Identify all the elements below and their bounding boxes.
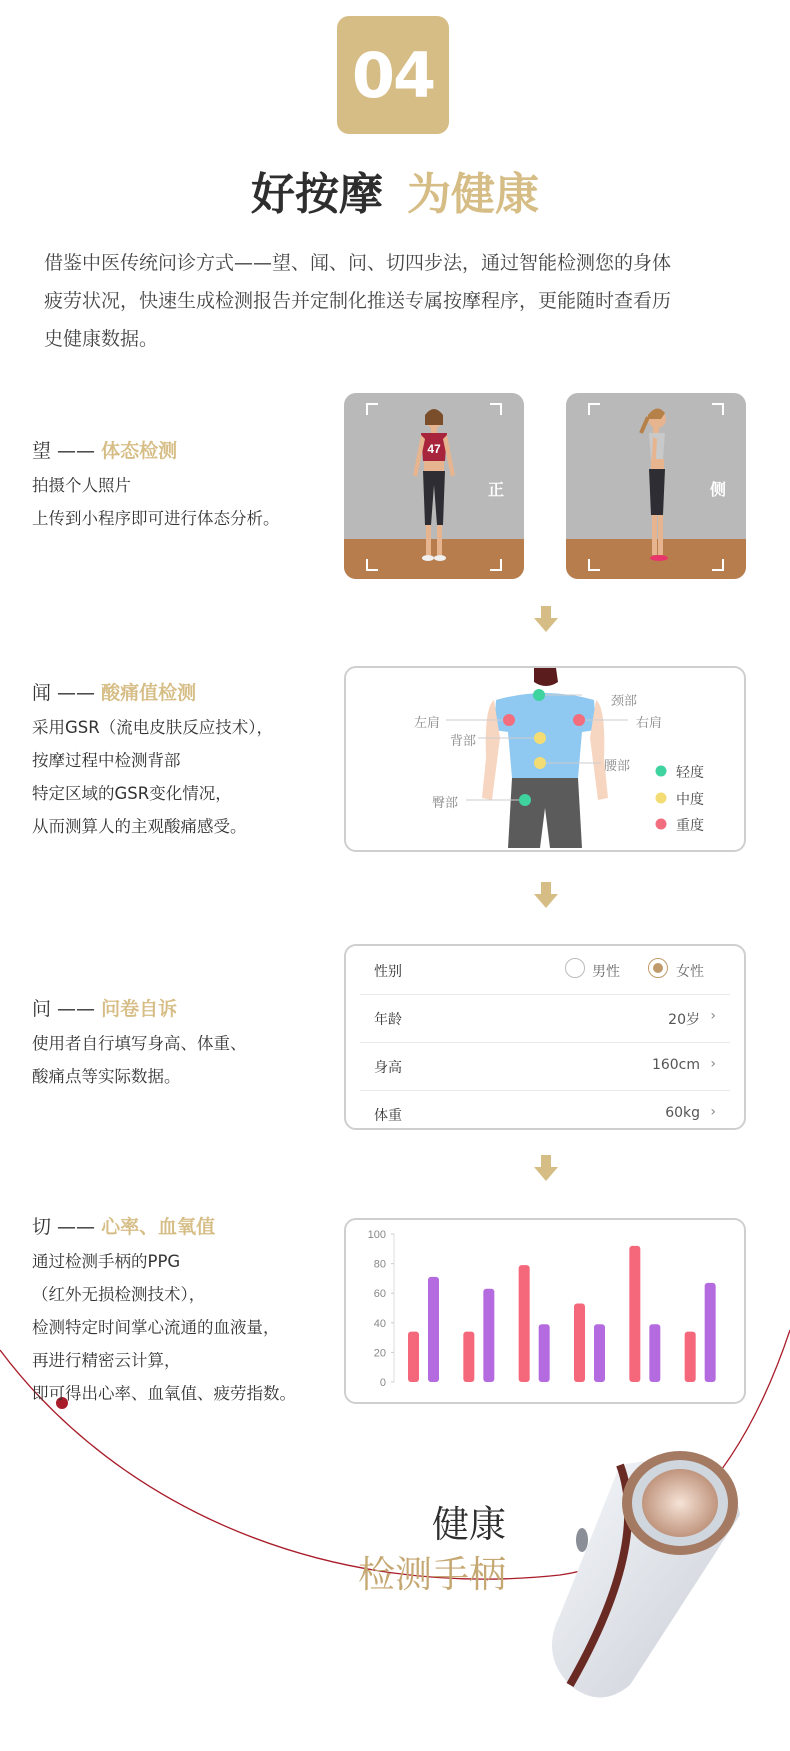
label-waist: 腰部 [604, 759, 631, 774]
row-value: 60kg [665, 1105, 700, 1121]
label-hip: 臀部 [432, 796, 459, 811]
page-title [0, 158, 790, 222]
bar-series-1 [574, 1304, 585, 1382]
row-label: 体重 [374, 1108, 402, 1124]
bar-series-2 [705, 1283, 716, 1382]
title-gold: 为健康 [407, 169, 539, 220]
product-line2: 检测手柄 [358, 1553, 506, 1596]
desc-line: 从而测算人的主观酸痛感受。 [32, 817, 247, 836]
section-title [32, 994, 342, 1021]
y-tick-label: 20 [373, 1347, 386, 1360]
section-title [32, 436, 342, 463]
side-person-figure [631, 405, 681, 575]
desc-line: 酸痛点等实际数据。 [32, 1067, 181, 1086]
heart-rate-chart-card [344, 1218, 746, 1404]
bar-series-1 [629, 1246, 640, 1382]
section-prefix: 闻 —— [32, 682, 102, 704]
bar-series-1 [685, 1332, 696, 1382]
row-value: 20岁 [668, 1012, 700, 1028]
gender-row [360, 946, 730, 995]
bar-series-2 [539, 1324, 550, 1382]
form-row-weight[interactable] [360, 1090, 730, 1130]
legend-moderate: 中度 [676, 792, 704, 808]
down-arrow-icon [534, 1155, 558, 1183]
section-prefix: 望 —— [32, 440, 102, 462]
desc-line: 按摩过程中检测背部 [32, 751, 181, 770]
row-label: 年龄 [374, 1012, 402, 1028]
down-arrow-icon [534, 606, 558, 634]
chevron-right-icon: › [710, 1104, 716, 1120]
desc-line: 即可得出心率、血氧值、疲劳指数。 [32, 1384, 296, 1403]
bar-series-2 [594, 1324, 605, 1382]
side-label: 侧 [709, 480, 726, 499]
bar-series-1 [408, 1332, 419, 1382]
label-right-shoulder: 右肩 [636, 716, 663, 731]
step-number: 04 [351, 38, 435, 112]
posture-photo-front [344, 393, 524, 579]
section-prefix: 切 —— [32, 1216, 102, 1238]
section-description [32, 1027, 342, 1093]
desc-line: 采用GSR（流电皮肤反应技术）， [32, 718, 273, 737]
desc-line: 检测特定时间掌心流通的血液量， [32, 1318, 280, 1337]
intro-line: 史健康数据。 [44, 328, 159, 350]
bar-chart [346, 1220, 744, 1402]
section-highlight: 心率、血氧值 [101, 1216, 216, 1238]
female-radio[interactable] [648, 958, 668, 978]
y-tick-label: 60 [373, 1288, 386, 1301]
front-person-figure [399, 405, 469, 575]
chevron-right-icon: › [710, 1056, 716, 1072]
questionnaire-card [344, 944, 746, 1130]
chevron-right-icon: › [710, 1008, 716, 1024]
section-pulse [32, 1212, 352, 1410]
section-title [32, 1212, 352, 1239]
section-title [32, 678, 352, 705]
desc-line: 再进行精密云计算， [32, 1351, 181, 1370]
bar-series-1 [463, 1332, 474, 1382]
male-radio[interactable] [565, 958, 585, 978]
product-line1: 健康 [432, 1503, 506, 1546]
y-tick-label: 100 [367, 1229, 386, 1241]
product-title [300, 1500, 506, 1600]
section-observe [32, 436, 342, 535]
form-row-age[interactable] [360, 994, 730, 1043]
y-tick-label: 0 [379, 1377, 386, 1389]
intro-line: 疲劳状况，快速生成检测报告并定制化推送专属按摩程序，更能随时查看历 [44, 290, 672, 312]
gender-label: 性别 [374, 964, 402, 980]
legend-mild: 轻度 [676, 765, 704, 781]
step-number-badge [337, 16, 449, 134]
section-description [32, 1245, 352, 1410]
label-back: 背部 [450, 734, 477, 749]
posture-photo-side [566, 393, 746, 579]
row-label: 身高 [374, 1060, 402, 1076]
desc-line: 拍摄个人照片 [32, 476, 131, 495]
male-option-label[interactable]: 男性 [592, 964, 620, 980]
detection-handle-device [510, 1425, 760, 1705]
intro-line: 借鉴中医传统问诊方式——望、闻、问、切四步法，通过智能检测您的身体 [44, 252, 672, 274]
section-highlight: 体态检测 [101, 440, 178, 462]
section-ask [32, 994, 342, 1093]
y-tick-label: 40 [373, 1317, 386, 1330]
section-highlight: 问卷自诉 [101, 998, 178, 1020]
desc-line: 特定区域的GSR变化情况， [32, 784, 232, 803]
section-description [32, 469, 342, 535]
legend-severe: 重度 [676, 818, 704, 834]
bar-series-2 [649, 1324, 660, 1382]
row-value: 160cm [651, 1057, 700, 1073]
section-prefix: 问 —— [32, 998, 102, 1020]
bar-series-2 [428, 1277, 439, 1382]
label-neck: 颈部 [611, 694, 638, 709]
section-description [32, 711, 352, 843]
y-tick-label: 80 [373, 1258, 386, 1271]
bar-series-2 [483, 1289, 494, 1382]
title-dark: 好按摩 [251, 169, 383, 220]
desc-line: （红外无损检测技术）， [32, 1285, 206, 1304]
desc-line: 通过检测手柄的PPG [32, 1252, 181, 1271]
down-arrow-icon [534, 882, 558, 910]
form-row-height[interactable] [360, 1042, 730, 1091]
body-map-card [344, 666, 746, 852]
section-listen [32, 678, 352, 843]
section-highlight: 酸痛值检测 [101, 682, 197, 704]
desc-line: 使用者自行填写身高、体重、 [32, 1034, 247, 1053]
bar-series-1 [519, 1265, 530, 1382]
label-left-shoulder: 左肩 [414, 716, 441, 731]
intro-paragraph [44, 244, 754, 358]
front-label: 正 [487, 480, 504, 499]
female-option-label[interactable]: 女性 [676, 964, 704, 980]
shirt-number: 47 [427, 442, 441, 456]
desc-line: 上传到小程序即可进行体态分析。 [32, 509, 280, 528]
